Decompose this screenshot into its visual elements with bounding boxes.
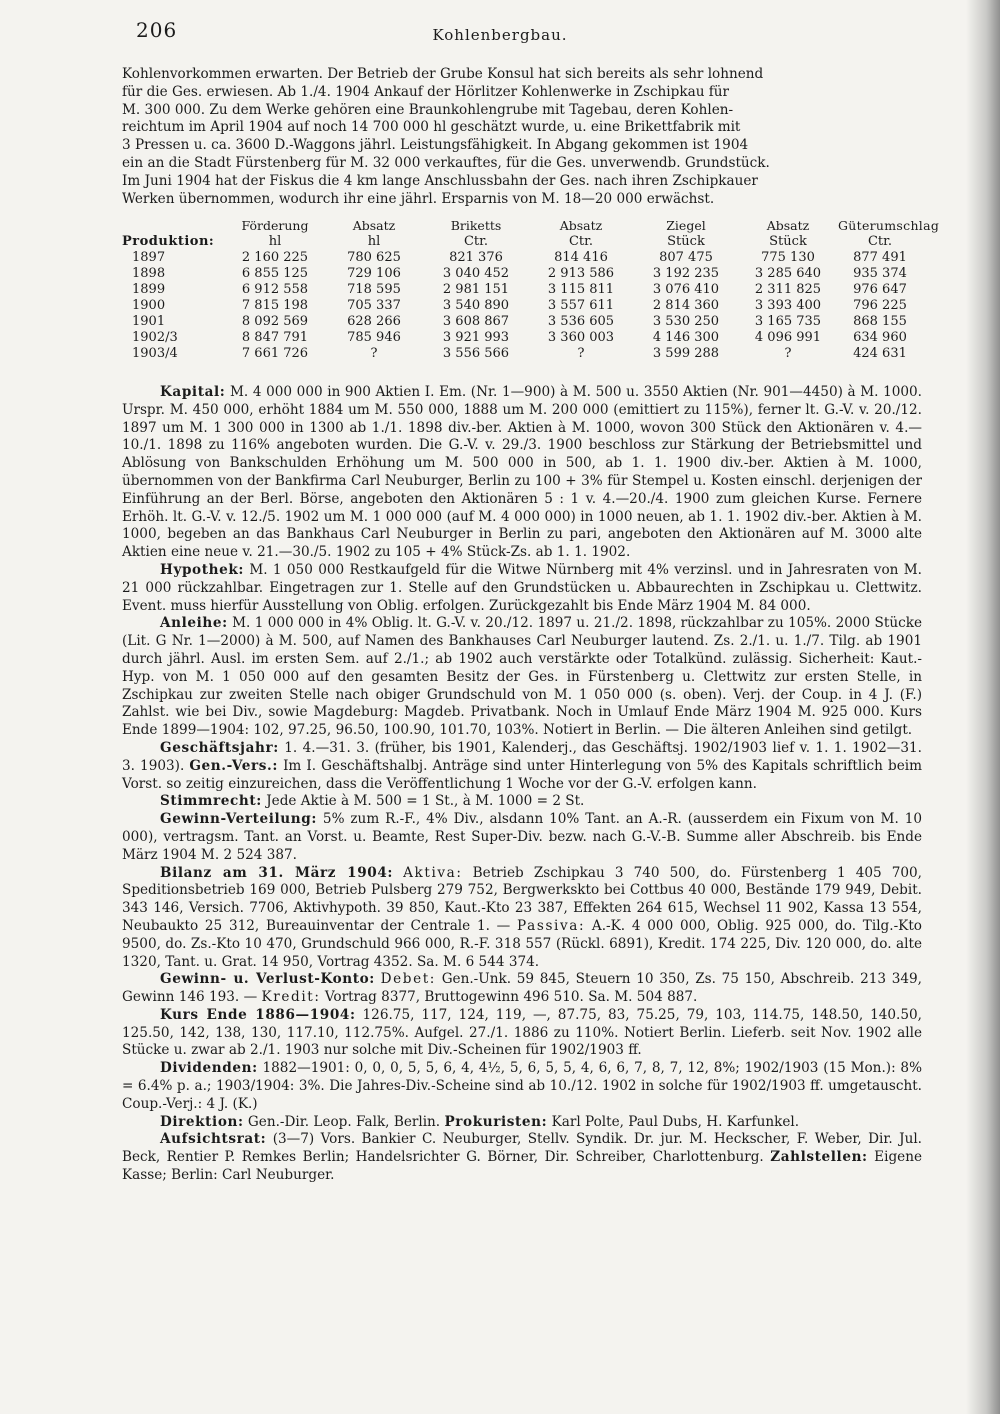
table-cell: 3 115 811 [547, 282, 615, 297]
section-kurs [122, 1007, 922, 1060]
table-cell: 424 631 [853, 346, 907, 361]
page-number: 206 [136, 18, 178, 42]
intro-line: 3 Pressen u. ca. 3600 D.-Waggons jährl. Leistungsfähigkeit. In Abgang gekommen ist 1904 [122, 137, 749, 154]
table-cell: 785 946 [347, 330, 401, 345]
table-cell: 8 092 569 [241, 314, 309, 329]
section-label: Direktion: [160, 1113, 244, 1130]
table-row [122, 282, 922, 298]
production-table [122, 218, 940, 362]
section-text: Im I. Geschäftshalbj. Anträge sind unter Hinterlegung von 5% des Kapitals schriftlich beim Vorst. so zeitig einzureichen, dass die Veröffentlichung 1 Woche vor der G.-V. erfolgen kann. [122, 757, 922, 792]
unit-header: Stück [667, 234, 705, 249]
section-gewinn-verteilung [122, 811, 922, 864]
table-cell: 3 536 605 [547, 314, 615, 329]
section-text: 126.75, 117, 124, 119, —, 87.75, 83, 75.25, 79, 103, 114.75, 148.50, 140.50, 125.50, 142, 138, 130, 117.10, 112.75%. Aufgel. 27./1. 1886 zu 110%. Notiert Berlin. Lieferb. seit Nov. 1902 alle Stücke u. zwar ab 2./1. 1903 nur solche mit Div.-Scheinen für 1902/1903 ff. [122, 1006, 922, 1059]
intro-line: Kohlenvorkommen erwarten. Der Betrieb der Grube Konsul hat sich bereits als sehr lohnend [122, 66, 764, 82]
table-cell: 4 146 300 [652, 330, 720, 345]
table-cell: 3 599 288 [652, 346, 720, 361]
table-cell: 976 647 [853, 282, 907, 297]
table-unit-row [122, 234, 922, 250]
table-row [122, 298, 922, 314]
table-row [122, 346, 922, 362]
section-label: Aufsichtsrat: [160, 1131, 267, 1148]
table-cell: 3 165 735 [754, 314, 822, 329]
table-cell: 1902/3 [132, 330, 178, 345]
table-cell: 3 285 640 [754, 266, 822, 281]
unit-header: Ctr. [867, 234, 893, 249]
table-cell: 3 393 400 [754, 298, 822, 313]
table-cell: 1897 [132, 250, 166, 265]
table-cell: 935 374 [853, 266, 907, 281]
table-row [122, 266, 922, 282]
section-direktion [122, 1114, 922, 1132]
column-header: Ziegel [666, 218, 706, 233]
section-anleihe [122, 615, 922, 740]
section-label: Prokuristen: [444, 1113, 548, 1130]
section-text: 1. 4.—31. 3. (früher, bis 1901, Kalenderj., das Geschäftsj. 1902/1903 lief v. 1. 1. 1902—31. 3. 1903). [122, 739, 922, 774]
section-text: Gen.-Dir. Leop. Falk, Berlin. [247, 1113, 441, 1130]
table-cell: 1903/4 [132, 346, 178, 361]
table-cell: 877 491 [853, 250, 907, 265]
table-cell: 1899 [132, 282, 166, 297]
section-label: Anleihe: [160, 615, 228, 632]
intro-line: reichtum im April 1904 auf noch 14 700 000 hl geschätzt wurde, u. eine Brikettfabrik mit [122, 119, 741, 136]
section-aufsichtsrat [122, 1131, 922, 1184]
binding-edge [966, 0, 1000, 1414]
section-label: Bilanz am 31. März 1904: [160, 864, 394, 881]
table-row [122, 330, 922, 346]
table-row [122, 314, 922, 330]
unit-header: Ctr. [568, 234, 594, 249]
table-cell: 718 595 [347, 282, 401, 297]
section-label: Gen.-Vers.: [189, 757, 278, 774]
passiva-label: Passiva: [517, 917, 586, 934]
table-cell: 1900 [132, 298, 166, 313]
unit-header: Ctr. [463, 234, 489, 249]
table-cell: 2 311 825 [754, 282, 822, 297]
table-cell: 3 360 003 [547, 330, 615, 345]
table-cell: ? [784, 346, 792, 361]
section-label: Kapital: [160, 384, 226, 400]
table-cell: 868 155 [853, 314, 907, 329]
table-cell: 2 913 586 [547, 266, 615, 281]
table-cell: ? [577, 346, 585, 361]
table-cell: ? [370, 346, 378, 361]
intro-line: für die Ges. erwiesen. Ab 1./4. 1904 Ankauf der Hörlitzer Kohlenwerke in Zschipkau für [122, 83, 730, 100]
section-label: Gewinn- u. Verlust-Konto: [160, 971, 375, 988]
table-cell: 814 416 [554, 250, 608, 265]
table-cell: 2 981 151 [442, 282, 510, 297]
intro-line: ein an die Stadt Fürstenberg für M. 32 000 verkauftes, für die Ges. unverwendb. Grundstück. [122, 154, 770, 171]
table-cell: 3 530 250 [652, 314, 720, 329]
table-cell: 796 225 [853, 298, 907, 313]
section-text: M. 1 050 000 Restkaufgeld für die Witwe Nürnberg mit 4% verzinsl. und in Jahresraten von M. 21 000 rückzahlbar. Eingetragen zur 1. Stelle auf den Grundstücken u. Abbaurechten in Zschipkau u. Clettwitz. Event. muss hierfür Ausstellung von Oblig. erfolgen. Zurückgezahlt bis Ende März 1904 M. 84 000. [122, 561, 923, 614]
table-cell: 821 376 [449, 250, 503, 265]
table-cell: 3 556 566 [442, 346, 510, 361]
section-text: 1882—1901: 0, 0, 0, 5, 5, 6, 4, 4½, 5, 6, 5, 5, 4, 6, 6, 7, 8, 7, 12, 8%; 1902/1903 (15 Mon.): 8% = 6.4% p. a.; 1903/1904: 3%. Die Jahres-Div.-Scheine sind ab 10./12. 1902 in solche für 1902/1903 ff. umgetauscht. Coup.-Verj.: 4 J. (K.) [122, 1060, 922, 1112]
table-cell: 8 847 791 [241, 330, 309, 345]
production-rows [122, 250, 922, 362]
table-cell: 3 040 452 [442, 266, 510, 281]
section-text: Karl Polte, Paul Dubs, H. Karfunkel. [551, 1113, 800, 1130]
section-label: Geschäftsjahr: [160, 739, 279, 756]
intro-line: Im Juni 1904 hat der Fiskus die 4 km lange Anschlussbahn der Ges. nach ihren Zschipkauer [122, 172, 758, 189]
table-cell: 3 540 890 [442, 298, 510, 313]
table-cell: 3 076 410 [652, 282, 720, 297]
intro-line: Werken übernommen, wodurch ihr eine jährl. Ersparnis von M. 18—20 000 erwächst. [122, 190, 715, 207]
section-stimmrecht [122, 793, 922, 811]
column-header: Güterumschlag [838, 218, 940, 233]
aktiva-label: Aktiva: [403, 864, 463, 881]
table-cell: 705 337 [347, 298, 401, 313]
table-cell: 1901 [132, 314, 166, 329]
intro-paragraph [122, 66, 922, 208]
table-cell: 1898 [132, 266, 166, 281]
section-text: Gen.-Unk. 59 845, Steuern 10 350, Zs. 75 150, Abschreib. 213 349, Gewinn 146 193. [122, 971, 922, 1006]
section-bilanz: Bilanz am 31. März 1904: Aktiva: Betrieb Zschipkau 3 740 500, do. Fürstenberg 1 405 700, Speditionsbetrieb 169 000, Betrieb Pulsberg 279 752, Bergwerkskto bei Cottbus 40 000, Bestände 179 949, Debit. 343 146, Versich. 7706, Aktivhypoth. 39 850, Kaut.-Kto 23 387, Effekten 264 615, Wechsel 11 902, Kassa 13 554, Neubaukto 25 312, Bureauinventar der Centrale 1. — Passiva: A.-K. 4 000 000, Oblig. 925 000, do. Tilg.-Kto 9500, do. Zs.-Kto 10 470, Grundschuld 966 000, R.-F. 318 557 (Rückl. 6891), Kredit. 174 225, Div. 120 000, do. alte 1320, Tant. u. Grat. 14 950, Vortrag 4352. Sa. M. 6 544 374. [122, 864, 923, 970]
section-text: (3—7) Vors. Bankier C. Neuburger, Stellv. Syndik. Dr. jur. M. Heckscher, F. Weber, Dir. Jul. Beck, Rentier P. Remkes Berlin; Handelsrichter G. Börner, Dir. Schreiber, Charlottenburg. [122, 1131, 923, 1166]
table-cell: 628 266 [347, 314, 401, 329]
column-header: Absatz [559, 218, 603, 233]
table-cell: 3 557 611 [547, 298, 615, 313]
section-text: Vortrag 8377, Bruttogewinn 496 510. Sa. M. 504 887. [324, 989, 698, 1006]
running-head: Kohlenbergbau. [432, 26, 568, 44]
production-label: Produktion: [122, 234, 215, 249]
table-cell: 3 608 867 [442, 314, 510, 329]
table-header-row [122, 218, 922, 234]
section-label: Dividenden: [160, 1060, 258, 1077]
company-details [122, 384, 922, 1185]
table-cell: 780 625 [347, 250, 401, 265]
table-cell: 3 192 235 [652, 266, 720, 281]
section-label: Gewinn-Verteilung: [160, 811, 317, 828]
column-header: Absatz [766, 218, 810, 233]
section-text: Jede Aktie à M. 500 = 1 St., à M. 1000 = 2 St. [266, 793, 585, 810]
section-gv-konto: Gewinn- u. Verlust-Konto: Debet: Gen.-Unk. 59 845, Steuern 10 350, Zs. 75 150, Abschreib. 213 349, Gewinn 146 193. — Kredit: Vortrag 8377, Bruttogewinn 496 510. Sa. M. 504 887. [122, 971, 922, 1006]
section-text: 5% zum R.-F., 4% Div., alsdann 10% Tant. an A.-R. (ausserdem ein Fixum von M. 10 000), vertragsm. Tant. an Vorst. u. Beamte, Rest Super-Div. bezw. nach G.-V.-B. Summe aller Abschreib. bis Ende März 1904 M. 2 524 387. [122, 811, 923, 863]
debet-label: Debet: [380, 971, 436, 988]
section-label: Hypothek: [160, 561, 244, 578]
section-text: Eigene Kasse; Berlin: Carl Neuburger. [122, 1149, 922, 1184]
table-cell: 2 814 360 [652, 298, 720, 313]
table-cell: 634 960 [853, 330, 907, 345]
section-hypothek [122, 562, 922, 615]
table-cell: 7 815 198 [241, 298, 309, 313]
section-geschaeftsjahr [122, 740, 922, 793]
section-text: M. 1 000 000 in 4% Oblig. lt. G.-V. v. 20./12. 1897 u. 21./2. 1898, rückzahlbar zu 105%. 2000 Stücke (Lit. G Nr. 1—2000) à M. 500, auf Namen des Bankhauses Carl Neuburger lautend. Zs. 2./1. u. 1./7. Tilg. ab 1901 durch jährl. Ausl. im ersten Sem. auf 2./1.; ab 1902 auch verstärkte oder Totalkünd. zulässig. Sicherheit: Kaut.-Hyp. von M. 1 050 000 auf den gesamten Besitz der Ges. in Fürstenberg u. Clettwitz zur ersten Stelle, in Zschipkau zur zweiten Stelle nach obiger Grundschuld von M. 1 050 000 (s. oben). Verj. der Coup. in 4 J. (F.) Zahlst. wie bei Div., sowie Magdeburg: Magdeb. Privatbank. Noch in Umlauf Ende März 1904 M. 925 000. Kurs Ende 1899—1904: 102, 97.25, 96.50, 100.90, 101.70, 103%. Notiert in Berlin. — Die älteren Anleihen sind getilgt. [122, 615, 922, 739]
table-cell: 2 160 225 [241, 250, 309, 265]
unit-header: Stück [769, 234, 807, 249]
table-cell: 3 921 993 [442, 330, 510, 345]
unit-header: hl [268, 234, 282, 249]
table-cell: 6 855 125 [241, 266, 309, 281]
section-text: A.-K. 4 000 000, Oblig. 925 000, do. Tilg.-Kto 9500, do. Zs.-Kto 10 470, Grundschuld 966 000, R.-F. 318 557 (Rückl. 6891), Kredit. 174 225, Div. 120 000, do. alte 1320, Tant. u. Grat. 14 950, Vortrag 4352. Sa. M. 6 544 374. [122, 917, 922, 970]
section-label: Stimmrecht: [160, 793, 262, 810]
intro-line: M. 300 000. Zu dem Werke gehören eine Braunkohlengrube mit Tagebau, deren Kohlen- [122, 101, 734, 118]
column-header: Briketts [450, 218, 502, 233]
kredit-label: Kredit: [261, 989, 321, 1006]
section-label: Kurs Ende 1886—1904: [160, 1006, 356, 1023]
section-dividenden [122, 1060, 922, 1113]
section-label: Zahlstellen: [770, 1149, 868, 1166]
unit-header: hl [367, 234, 381, 249]
section-kapital [122, 384, 922, 562]
table-cell: 775 130 [761, 250, 815, 265]
table-cell: 4 096 991 [754, 330, 822, 345]
section-text: Betrieb Zschipkau 3 740 500, do. Fürstenberg 1 405 700, Speditionsbetrieb 169 000, Betrieb Pulsberg 279 752, Bergwerkskto bei Cottbus 40 000, Bestände 179 949, Debit. 343 146, Versich. 7706, Aktivhypoth. 39 850, Kaut.-Kto 23 387, Effekten 264 615, Wechsel 11 902, Kassa 13 554, Neubaukto 25 312, Bureauinventar der Centrale 1. [122, 864, 923, 934]
column-header: Förderung [241, 218, 309, 233]
table-cell: 7 661 726 [241, 346, 309, 361]
table-cell: 6 912 558 [241, 282, 309, 297]
section-text: M. 4 000 000 in 900 Aktien I. Em. (Nr. 1—900) à M. 500 u. 3550 Aktien (Nr. 901—4450) à M. 1000. Urspr. M. 450 000, erhöht 1884 um M. 550 000, 1888 um M. 200 000 (emittiert zu 115%), ferner lt. G.-V. v. 20./12. 1897 um M. 1 300 000 in 1300 ab 1./1. 1898 div.-ber. Aktien à M. 1000, wovon 300 Stück den Aktionären v. 4.—10./1. 1898 zu 116% angeboten wurden. Die G.-V. v. 29./3. 1900 beschloss zur Stärkung der Betriebsmittel und Ablösung von Bankschulden Erhöhung um M. 500 000 in 500, ab 1. 1. 1900 div.-ber. Aktien à M. 1000, übernommen von der Bankfirma Carl Neuburger, Berlin zu 100 + 3% für Stempel u. Kosten einschl. derjenigen der Einführung an der Berl. Börse, angeboten den Aktionären 5 : 1 v. 4.—20./4. 1900 zum gleichen Kurse. Fernere Erhöh. lt. G.-V. v. 12./5. 1902 um M. 1 000 000 (auf M. 4 000 000) in 1000 neuen, ab 1. 1. 1902 div.-ber. Aktien à M. 1000, begeben an das Bankhaus Carl Neuburger in Berlin zu pari, angeboten den Aktionären auf M. 3000 alte Aktien eine neue v. 21.—30./5. 1902 zu 105 + 4% Stück-Zs. ab 1. 1. 1902. [122, 384, 922, 561]
column-header: Absatz [352, 218, 396, 233]
table-cell: 729 106 [347, 266, 401, 281]
table-cell: 807 475 [659, 250, 713, 265]
table-row [122, 250, 922, 266]
